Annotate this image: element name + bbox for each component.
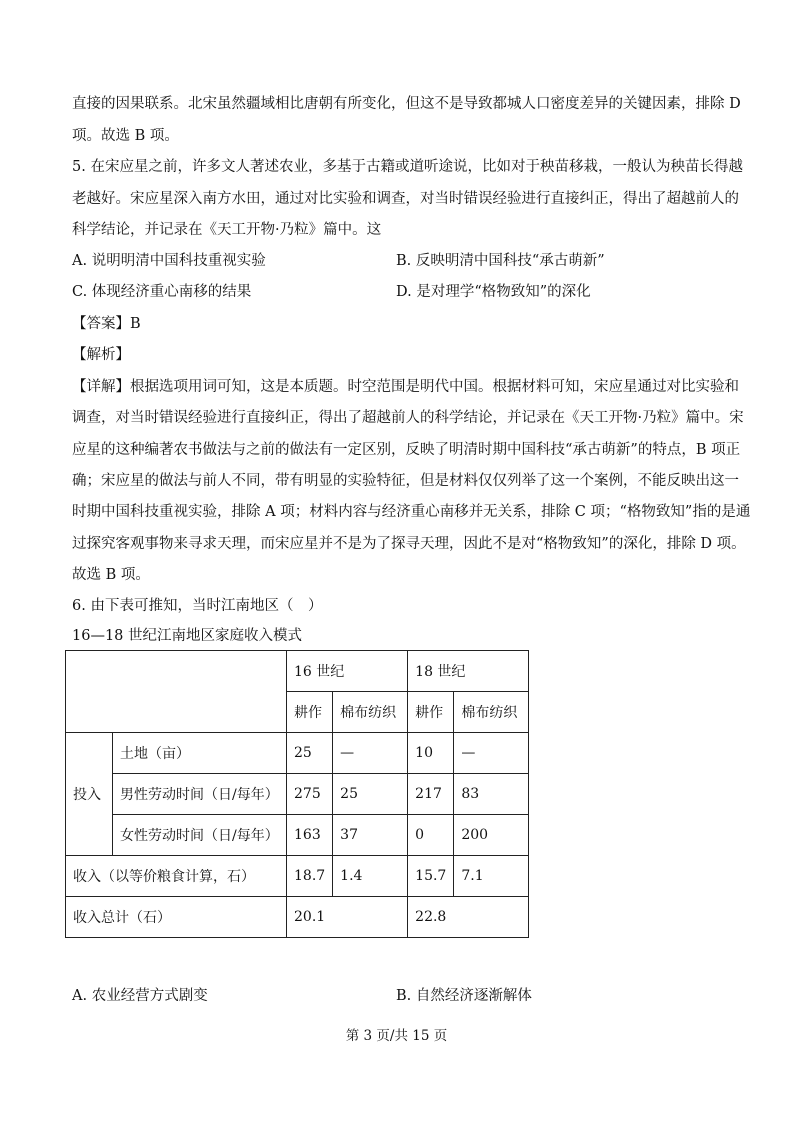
explanation-line: 故选 B 项。	[72, 567, 150, 583]
table-cell: 200	[454, 815, 529, 856]
table-cell: 1.4	[333, 856, 408, 897]
table-row	[66, 774, 529, 815]
option-b: B. 自然经济逐渐解体	[396, 988, 532, 1004]
table-title: 16—18 世纪江南地区家庭收入模式	[72, 628, 303, 644]
explanation-line: 应星的这种编著农书做法与之前的做法有一定区别，反映了明清时期中国科技“承古萌新”的特点，B 项正	[72, 442, 741, 458]
table-cell: 163	[287, 815, 333, 856]
table-cell: 18.7	[287, 856, 333, 897]
table-row	[66, 897, 529, 938]
text-line: 项。故选 B 项。	[72, 128, 179, 144]
explanation-line: 时期中国科技重视实验，排除 A 项；材料内容与经济重心南移并无关系，排除 C 项；“格物致知”指的是通	[72, 504, 751, 520]
option-b: B. 反映明清中国科技“承古萌新”	[396, 253, 605, 269]
income-table	[65, 650, 529, 938]
table-cell: 10	[408, 733, 454, 774]
answer-label: 【答案】B	[72, 316, 141, 332]
table-row	[66, 733, 529, 774]
row-group-input: 投入	[66, 733, 113, 856]
header-16th-century: 16 世纪	[287, 651, 408, 692]
row-label-total-income: 收入总计（石）	[66, 897, 287, 938]
table-cell: 37	[333, 815, 408, 856]
table-cell: 25	[333, 774, 408, 815]
option-c: C. 体现经济重心南移的结果	[72, 284, 252, 300]
row-label-land: 土地（亩）	[113, 733, 287, 774]
option-a: A. 说明明清中国科技重视实验	[72, 253, 266, 269]
explanation-line: 过探究客观事物来寻求天理，而宋应星并不是为了探寻天理，因此不是对“格物致知”的深化，排除 D 项。	[72, 536, 746, 552]
question-6-stem: 6. 由下表可推知，当时江南地区（ ）	[72, 598, 323, 614]
question-5-stem: 科学结论，并记录在《天工开物·乃粒》篇中。这	[72, 222, 382, 238]
table-cell: 20.1	[287, 897, 408, 938]
row-label-female-labor: 女性劳动时间（日/每年）	[113, 815, 287, 856]
table-cell: 25	[287, 733, 333, 774]
table-cell: 15.7	[408, 856, 454, 897]
row-label-male-labor: 男性劳动时间（日/每年）	[113, 774, 287, 815]
header-cotton-weaving: 棉布纺织	[333, 692, 408, 733]
table-cell: 217	[408, 774, 454, 815]
table-row	[66, 856, 529, 897]
row-label-income: 收入（以等价粮食计算，石）	[66, 856, 287, 897]
table-cell: 0	[408, 815, 454, 856]
table-row	[66, 651, 529, 692]
header-farming: 耕作	[408, 692, 454, 733]
header-cotton-weaving: 棉布纺织	[454, 692, 529, 733]
table-cell: —	[333, 733, 408, 774]
explanation-line: 调查，对当时错误经验进行直接纠正，得出了超越前人的科学结论，并记录在《天工开物·乃粒》篇中。宋	[72, 410, 744, 426]
explanation-line: 【详解】根据选项用词可知，这是本质题。时空范围是明代中国。根据材料可知，宋应星通过对比实验和	[72, 379, 739, 395]
page-number-footer: 第 3 页/共 15 页	[345, 1028, 448, 1044]
table-cell: —	[454, 733, 529, 774]
option-a: A. 农业经营方式剧变	[72, 988, 208, 1004]
explanation-line: 确；宋应星的做法与前人不同，带有明显的实验特征，但是材料仅仅列举了这一个案例，不能反映出这一	[72, 473, 739, 489]
table-corner-cell	[66, 651, 287, 733]
table-cell: 22.8	[408, 897, 529, 938]
header-18th-century: 18 世纪	[408, 651, 529, 692]
header-farming: 耕作	[287, 692, 333, 733]
option-d: D. 是对理学“格物致知”的深化	[396, 284, 591, 300]
question-5-stem: 5. 在宋应星之前，许多文人著述农业，多基于古籍或道听途说，比如对于秧苗移栽，一般认为秧苗长得越	[72, 159, 743, 175]
table-cell: 7.1	[454, 856, 529, 897]
text-line: 直接的因果联系。北宋虽然疆域相比唐朝有所变化，但这不是导致都城人口密度差异的关键因素，排除 D	[72, 96, 741, 112]
table-cell: 275	[287, 774, 333, 815]
table-row	[66, 815, 529, 856]
analysis-label: 【解析】	[72, 347, 130, 363]
table-cell: 83	[454, 774, 529, 815]
question-5-stem: 老越好。宋应星深入南方水田，通过对比实验和调查，对当时错误经验进行直接纠正，得出了超越前人的	[72, 191, 739, 207]
